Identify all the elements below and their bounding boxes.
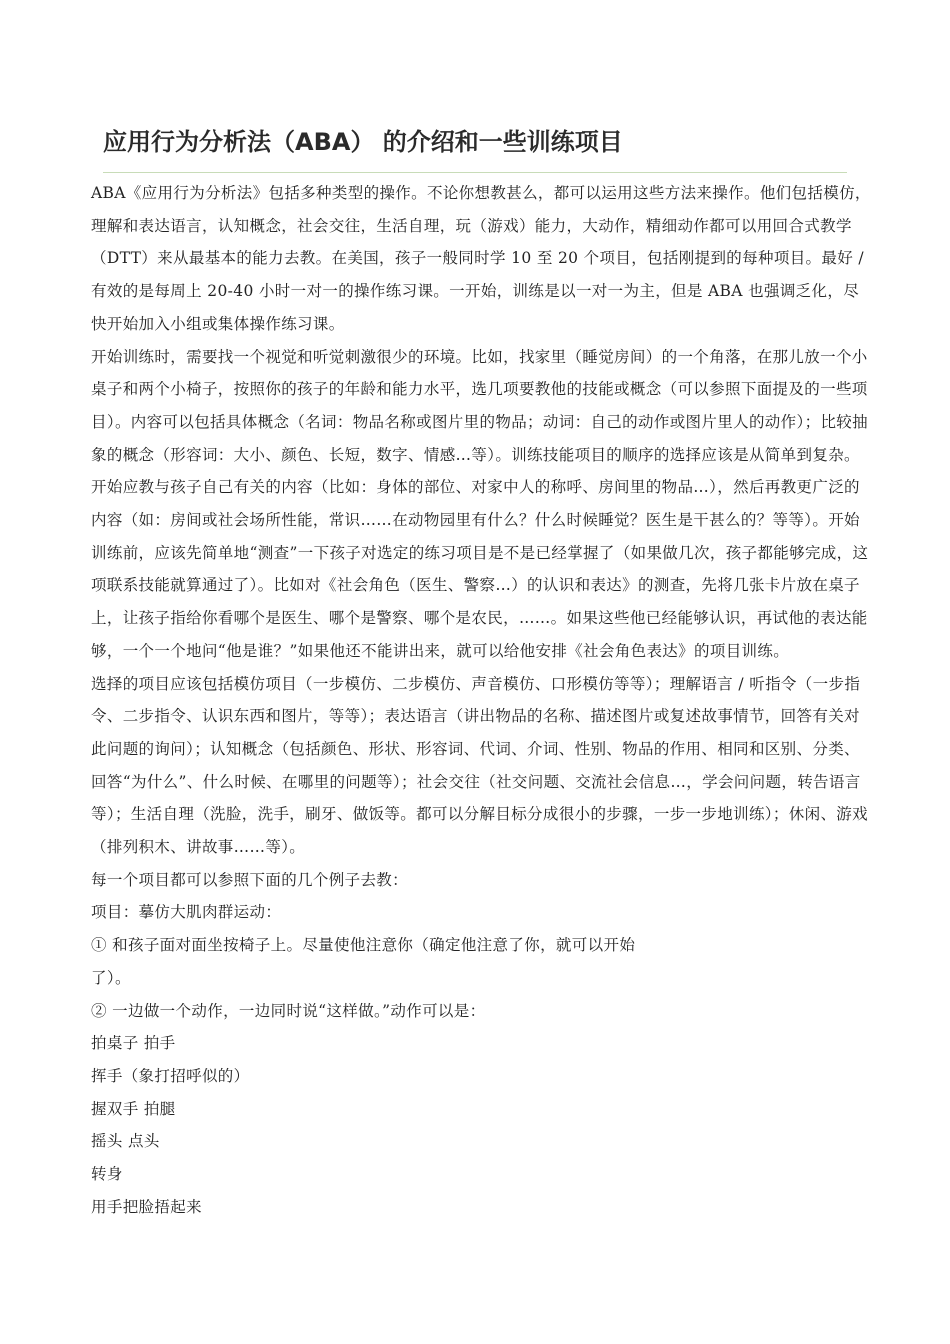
- paragraph-examples-intro: 每一个项目都可以参照下面的几个例子去教：: [91, 870, 409, 889]
- step-two: ② 一边做一个动作，一边同时说“这样做。”动作可以是：: [91, 1001, 486, 1020]
- action-item: 拍桌子 拍手: [91, 1034, 176, 1053]
- document-title: 应用行为分析法（ABA） 的介绍和一些训练项目: [103, 128, 623, 156]
- paragraph-training-start: 开始训练时，需要找一个视觉和听觉刺激很少的环境。比如，找家里（睡觉房间）的一个角落，在那儿放一个小桌子和两个小椅子，按照你的孩子的年龄和能力水平，选几项要教他的技能或概念（可以参照下面提及的一些项目）。内容可以包括具体概念（名词：物品名称或图片里的物品；动词：自己的动作或图片里人的动作）；比较抽象的概念（形容词：大小、颜色、长短，数字、情感…等）。训练技能项目的顺序的选择应该是从简单到复杂。开始应教与孩子自己有关的内容（比如：身体的部位、对家中人的称呼、房间里的物品…），然后再教更广泛的内容（如：房间或社会场所性能，常识……在动物园里有什么？什么时候睡觉？医生是干甚么的？等等）。开始训练前，应该先简单地“测查”一下孩子对选定的练习项目是不是已经掌握了（如果做几次，孩子都能够完成，这项联系技能就算通过了）。比如对《社会角色（医生、警察…）的认识和表达》的测查，先将几张卡片放在桌子上，让孩子指给你看哪个是医生、哪个是警察、哪个是农民，……。如果这些他已经能够认识，再试他的表达能够，一个一个地问“他是谁？”如果他还不能讲出来，就可以给他安排《社会角色表达》的项目训练。: [91, 347, 869, 660]
- action-item: 摇头 点头: [91, 1132, 160, 1151]
- document-body: [91, 177, 871, 1224]
- title-divider: [103, 172, 847, 173]
- paragraph-project-heading: 项目：摹仿大肌肉群运动：: [91, 903, 282, 922]
- step-one: ① 和孩子面对面坐按椅子上。尽量使他注意你（确定他注意了你，就可以开始了）。: [91, 936, 636, 987]
- paragraph-aba-intro: ABA《应用行为分析法》包括多种类型的操作。不论你想教甚么，都可以运用这些方法来操作。他们包括模仿，理解和表达语言，认知概念，社会交往，生活自理，玩（游戏）能力，大动作，精细动作都可以用回合式教学（DTT）来从最基本的能力去教。在美国，孩子一般同时学 10 至 20 个项目，包括刚提到的每种项目。最好 / 有效的是每周上 20-40 小时一对一的操作练习课。一开始，训练是以一对一为主，但是 ABA 也强调乏化，尽快开始加入小组或集体操作练习课。: [91, 184, 871, 333]
- action-item: 挥手（象打招呼似的）: [91, 1066, 250, 1085]
- paragraph-project-selection: 选择的项目应该包括模仿项目（一步模仿、二步模仿、声音模仿、口形模仿等等）；理解语言 / 听指令（一步指令、二步指令、认识东西和图片，等等）；表达语言（讲出物品的名称、描述图片或复述故事情节，回答有关对此问题的询问）；认知概念（包括颜色、形状、形容词、代词、介词、性别、物品的作用、相同和区别、分类、回答“为什么”、什么时候、在哪里的问题等）；社会交往（社交问题、交流社会信息…，学会问问题，转告语言等）；生活自理（洗脸，洗手，刷牙、做饭等。都可以分解目标分成很小的步骤，一步一步地训练）；休闲、游戏（排列积木、讲故事……等）。: [91, 674, 869, 857]
- action-item: 转身: [91, 1165, 123, 1184]
- action-item: 用手把脸捂起来: [91, 1197, 202, 1216]
- action-item: 握双手 拍腿: [91, 1099, 176, 1118]
